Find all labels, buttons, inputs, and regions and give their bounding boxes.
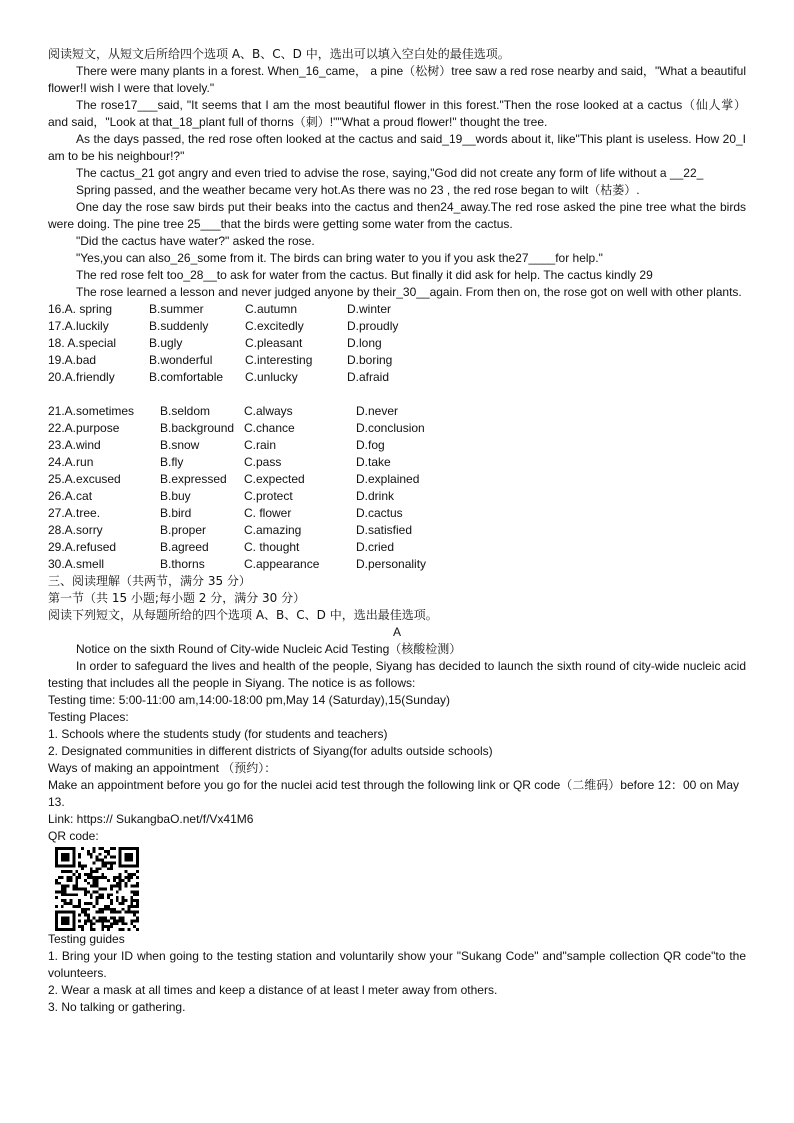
cloze-paragraph: One day the rose saw birds put their beaks into the cactus and then24_away.The red rose asked the pine tree what the birds were doing. The pine tree 25___that the birds were getting some water from the cactus.: [48, 200, 746, 231]
cloze-paragraph: As the days passed, the red rose often looked at the cactus and said_19__words about it, like"This plant is useless. How 20_I am to be his neighbour!?": [48, 132, 746, 163]
option-choice: C.appearance: [244, 557, 320, 571]
option-choice: D.fog: [356, 438, 385, 452]
cloze-paragraph: The rose learned a lesson and never judged anyone by their_30__again. From then on, the rose got on well with other plants.: [76, 285, 742, 299]
option-choice: 20.A.friendly: [48, 370, 115, 384]
cloze-paragraph: The rose17___said, "It seems that I am the most beautiful flower in this forest."Then the rose looked at a cactus（仙人掌）and said，"Look at that_18_plant full of thorns（刺）!""What a proud flower!" thought the tree.: [48, 98, 746, 129]
notice-intro: In order to safeguard the lives and health of the people, Siyang has decided to launch the sixth round of city-wide nucleic acid testing that includes all the people in Siyang. The notice is as follows:: [48, 659, 746, 690]
testing-time: Testing time: 5:00-11:00 am,14:00-18:00 pm,May 14 (Saturday),15(Sunday): [48, 693, 450, 707]
option-choice: C.expected: [244, 472, 305, 486]
option-choice: C.excitedly: [245, 319, 304, 333]
document-page: [48, 46, 746, 1016]
option-choice: 17.A.luckily: [48, 319, 109, 333]
options-group-1: [48, 301, 746, 386]
cloze-paragraph: Spring passed, and the weather became very hot.As there was no 23 , the red rose began to wilt（枯萎）.: [76, 183, 640, 197]
option-row: [48, 556, 746, 573]
cloze-paragraph: "Did the cactus have water?" asked the rose.: [76, 234, 315, 248]
options-group-2: [48, 403, 746, 573]
option-choice: D.explained: [356, 472, 420, 486]
option-choice: C.unlucky: [245, 370, 298, 384]
option-row: [48, 318, 746, 335]
option-row: [48, 522, 746, 539]
cloze-paragraph: There were many plants in a forest. When_16_came， a pine（松树）tree saw a red rose nearby and said，"What a beautiful flower!I wish I were that lovely.": [48, 64, 746, 95]
option-row: [48, 539, 746, 556]
option-row: [48, 403, 746, 420]
option-choice: D.personality: [356, 557, 427, 571]
option-choice: D.satisfied: [356, 523, 413, 537]
option-choice: 24.A.run: [48, 455, 94, 469]
option-choice: C.pleasant: [245, 336, 303, 350]
option-choice: B.seldom: [160, 404, 211, 418]
option-choice: D.afraid: [347, 370, 390, 384]
reading-instruction: 阅读下列短文，从每题所给的四个选项 A、B、C、D 中，选出最佳选项。: [48, 608, 438, 622]
option-choice: 29.A.refused: [48, 540, 117, 554]
option-choice: B.wonderful: [149, 353, 213, 367]
option-choice: 26.A.cat: [48, 489, 93, 503]
option-choice: D.cried: [356, 540, 395, 554]
option-choice: 22.A.purpose: [48, 421, 120, 435]
option-row: [48, 488, 746, 505]
cloze-instruction: 阅读短文，从短文后所给四个选项 A、B、C、D 中，选出可以填入空白处的最佳选项。: [48, 47, 510, 61]
option-choice: 16.A. spring: [48, 302, 113, 316]
option-choice: 23.A.wind: [48, 438, 101, 452]
qr-code-image: [52, 847, 142, 931]
option-choice: B.thorns: [160, 557, 205, 571]
option-choice: D.never: [356, 404, 399, 418]
option-choice: D.take: [356, 455, 391, 469]
place-item: 2. Designated communities in different districts of Siyang(for adults outside schools): [48, 744, 493, 758]
option-choice: B.comfortable: [149, 370, 224, 384]
places-heading: Testing Places:: [48, 710, 129, 724]
guide-item: 1. Bring your ID when going to the testing station and voluntarily show your "Sukang Code" and"sample collection QR code"to the volunteers.: [48, 949, 746, 980]
guides-heading: Testing guides: [48, 932, 125, 946]
option-row: [48, 352, 746, 369]
option-choice: B.agreed: [160, 540, 209, 554]
option-choice: C.interesting: [245, 353, 313, 367]
option-choice: B.expressed: [160, 472, 227, 486]
option-choice: B.buy: [160, 489, 191, 503]
option-choice: C.protect: [244, 489, 293, 503]
appointment-link[interactable]: Link: https:// SukangbaO.net/f/Vx41M6: [48, 812, 254, 826]
option-choice: B.fly: [160, 455, 184, 469]
qr-heading: QR code:: [48, 829, 99, 843]
blank-line: [48, 386, 746, 403]
guide-item: 3. No talking or gathering.: [48, 1000, 186, 1014]
option-choice: 21.A.sometimes: [48, 404, 135, 418]
option-choice: B.bird: [160, 506, 192, 520]
option-choice: D.boring: [347, 353, 393, 367]
option-choice: C.amazing: [244, 523, 302, 537]
option-choice: 25.A.excused: [48, 472, 121, 486]
option-choice: D.proudly: [347, 319, 399, 333]
option-choice: D.cactus: [356, 506, 403, 520]
option-choice: B.suddenly: [149, 319, 209, 333]
cloze-paragraph: The cactus_21 got angry and even tried to advise the rose, saying,"God did not create any form of life without a __22_: [76, 166, 704, 180]
option-row: [48, 471, 746, 488]
option-choice: 27.A.tree.: [48, 506, 101, 520]
place-item: 1. Schools where the students study (for students and teachers): [48, 727, 388, 741]
option-choice: B.ugly: [149, 336, 183, 350]
notice-title: Notice on the sixth Round of City-wide Nucleic Acid Testing（核酸检测）: [76, 642, 462, 656]
option-choice: D.drink: [356, 489, 395, 503]
cloze-paragraph: The red rose felt too_28__to ask for water from the cactus. But finally it did ask for help. The cactus kindly 29: [76, 268, 653, 282]
option-choice: C.pass: [244, 455, 282, 469]
option-choice: C.rain: [244, 438, 277, 452]
guide-item: 2. Wear a mask at all times and keep a distance of at least l meter away from others.: [48, 983, 498, 997]
option-choice: B.snow: [160, 438, 200, 452]
option-choice: 30.A.smell: [48, 557, 105, 571]
option-choice: 18. A.special: [48, 336, 117, 350]
part-title: 第一节（共 15 小题;每小题 2 分，满分 30 分）: [48, 591, 306, 605]
option-choice: C.always: [244, 404, 293, 418]
ways-text: Make an appointment before you go for the nuclei acid test through the following link or QR code（二维码）before 12：00 on May 13.: [48, 778, 740, 809]
option-choice: D.conclusion: [356, 421, 425, 435]
option-choice: B.background: [160, 421, 235, 435]
option-row: [48, 369, 746, 386]
option-choice: 19.A.bad: [48, 353, 97, 367]
option-choice: D.long: [347, 336, 382, 350]
qr-code-icon: [52, 847, 142, 931]
option-row: [48, 505, 746, 522]
option-row: [48, 454, 746, 471]
option-choice: C.chance: [244, 421, 295, 435]
section-title: 三、阅读理解（共两节，满分 35 分）: [48, 574, 251, 588]
ways-heading: Ways of making an appointment （预约）：: [48, 761, 277, 775]
option-choice: D.winter: [347, 302, 392, 316]
option-choice: C. flower: [244, 506, 292, 520]
cloze-paragraph: "Yes,you can also_26_some from it. The birds can bring water to you if you ask the27____for help.": [76, 251, 603, 265]
option-choice: B.proper: [160, 523, 207, 537]
option-row: [48, 301, 746, 318]
passage-label: A: [392, 625, 401, 639]
option-choice: B.summer: [149, 302, 204, 316]
option-row: [48, 420, 746, 437]
option-choice: C. thought: [244, 540, 300, 554]
option-choice: 28.A.sorry: [48, 523, 103, 537]
option-row: [48, 335, 746, 352]
option-row: [48, 437, 746, 454]
option-choice: C.autumn: [245, 302, 298, 316]
